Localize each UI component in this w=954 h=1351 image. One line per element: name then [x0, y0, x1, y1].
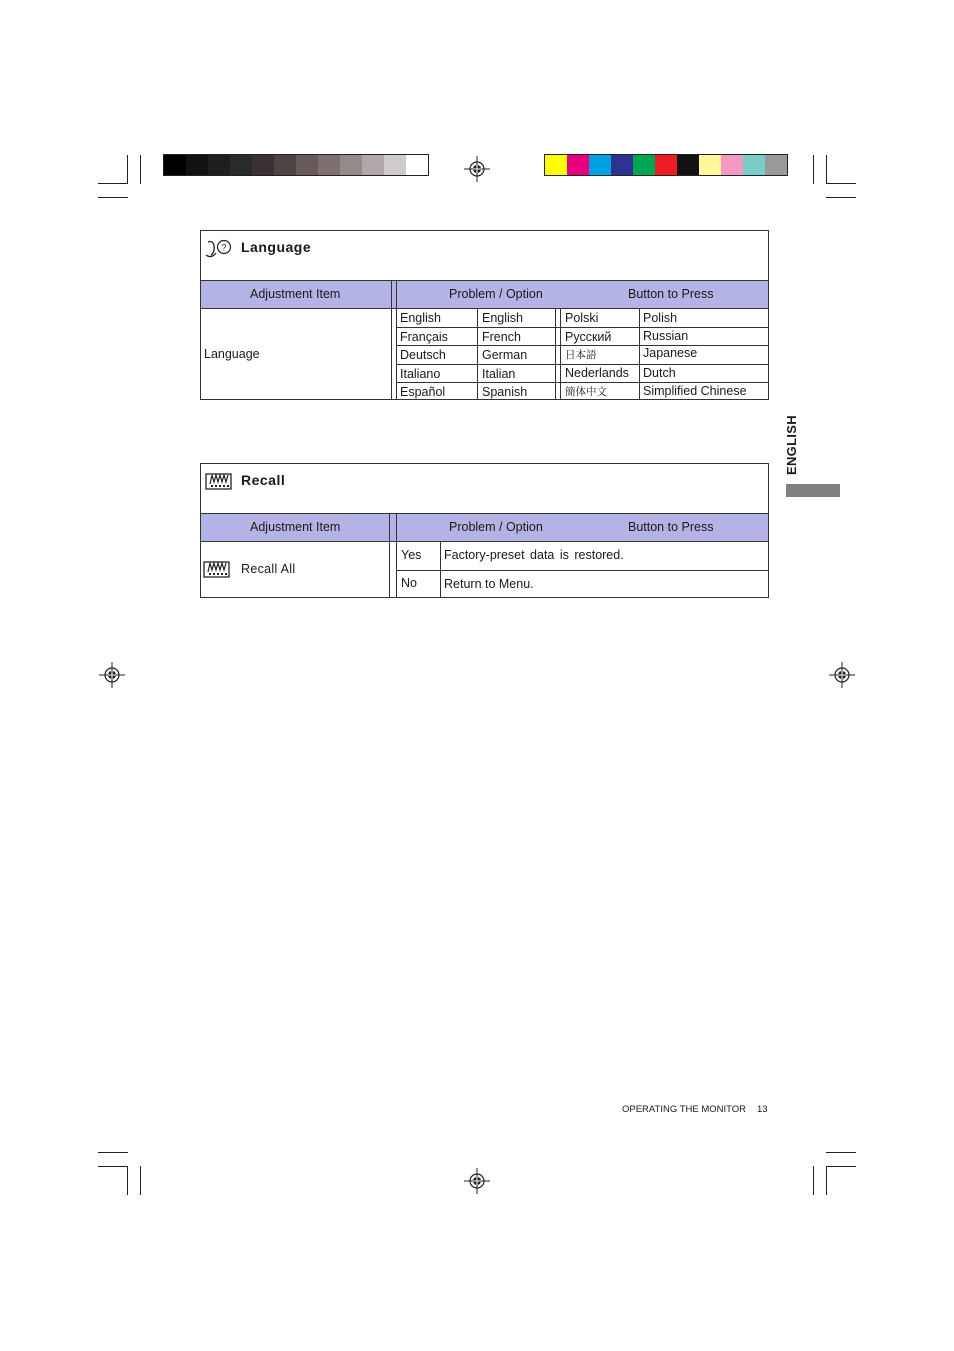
- registration-mark-icon: [829, 662, 855, 688]
- panel-title: Language: [241, 239, 312, 255]
- table-header: [201, 514, 768, 542]
- native-name: Italiano: [400, 367, 441, 381]
- color-swatch: [677, 155, 699, 175]
- native-name: Español: [400, 385, 446, 399]
- color-swatch: [699, 155, 721, 175]
- option-description: Factory-preset data is restored.: [444, 548, 624, 562]
- adjustment-item-label: Recall All: [241, 562, 296, 576]
- color-swatch: [655, 155, 677, 175]
- color-swatch: [743, 155, 765, 175]
- color-swatch: [230, 155, 252, 175]
- color-bar: [544, 154, 788, 176]
- header-problem-option: Problem / Option: [449, 287, 543, 301]
- color-swatch: [721, 155, 743, 175]
- native-name: Русский: [565, 330, 612, 344]
- color-swatch: [208, 155, 230, 175]
- header-problem-option: Problem / Option: [449, 520, 543, 534]
- color-swatch: [164, 155, 186, 175]
- color-swatch: [252, 155, 274, 175]
- native-name: English: [400, 311, 441, 325]
- svg-text:?: ?: [221, 242, 227, 253]
- header-button-to-press: Button to Press: [628, 520, 714, 534]
- registration-mark-icon: [464, 1168, 490, 1194]
- native-name: 簡体中文: [565, 386, 607, 398]
- color-swatch: [765, 155, 787, 175]
- native-name: Deutsch: [400, 348, 446, 362]
- header-button-to-press: Button to Press: [628, 287, 714, 301]
- color-swatch: [384, 155, 406, 175]
- panel-title: Recall: [241, 472, 286, 488]
- english-name: Polish: [643, 311, 678, 325]
- header-adjustment-item: Adjustment Item: [250, 520, 341, 534]
- header-adjustment-item: Adjustment Item: [250, 287, 341, 301]
- color-swatch: [611, 155, 633, 175]
- registration-mark-icon: [464, 156, 490, 182]
- native-name: 日本語: [565, 349, 597, 361]
- english-name: Russian: [643, 329, 689, 343]
- english-name: Dutch: [643, 366, 676, 380]
- color-swatch: [274, 155, 296, 175]
- color-swatch: [186, 155, 208, 175]
- color-swatch: [633, 155, 655, 175]
- color-swatch: [589, 155, 611, 175]
- recall-table: [200, 463, 769, 598]
- language-icon: [205, 238, 235, 260]
- language-title-bar: [201, 231, 768, 281]
- recall-icon: [205, 471, 233, 491]
- english-name: French: [482, 330, 521, 344]
- page-number: 13: [757, 1104, 768, 1115]
- footer-section: OPERATING THE MONITOR: [622, 1104, 747, 1115]
- color-swatch: [296, 155, 318, 175]
- color-swatch: [545, 155, 567, 175]
- native-name: Nederlands: [565, 366, 629, 380]
- option-description: Return to Menu.: [444, 577, 534, 591]
- option-label: Yes: [401, 548, 422, 562]
- english-name: German: [482, 348, 528, 362]
- language-table: [200, 230, 769, 400]
- color-swatch: [362, 155, 384, 175]
- side-language-tab: ENGLISH: [784, 415, 799, 475]
- table-header: [201, 281, 768, 309]
- english-name: Japanese: [643, 346, 698, 360]
- english-name: English: [482, 311, 523, 325]
- side-tab-bar: [786, 484, 840, 497]
- recall-title-bar: [201, 464, 768, 514]
- english-name: Spanish: [482, 385, 528, 399]
- grayscale-bar: [163, 154, 429, 176]
- english-name: Italian: [482, 367, 516, 381]
- color-swatch: [340, 155, 362, 175]
- color-swatch: [406, 155, 428, 175]
- recall-all-icon: [203, 559, 231, 579]
- color-swatch: [567, 155, 589, 175]
- english-name: Simplified Chinese: [643, 384, 747, 398]
- color-swatch: [318, 155, 340, 175]
- adjustment-item-label: Language: [204, 347, 260, 361]
- option-label: No: [401, 576, 417, 590]
- registration-mark-icon: [99, 662, 125, 688]
- native-name: Français: [400, 330, 448, 344]
- native-name: Polski: [565, 311, 599, 325]
